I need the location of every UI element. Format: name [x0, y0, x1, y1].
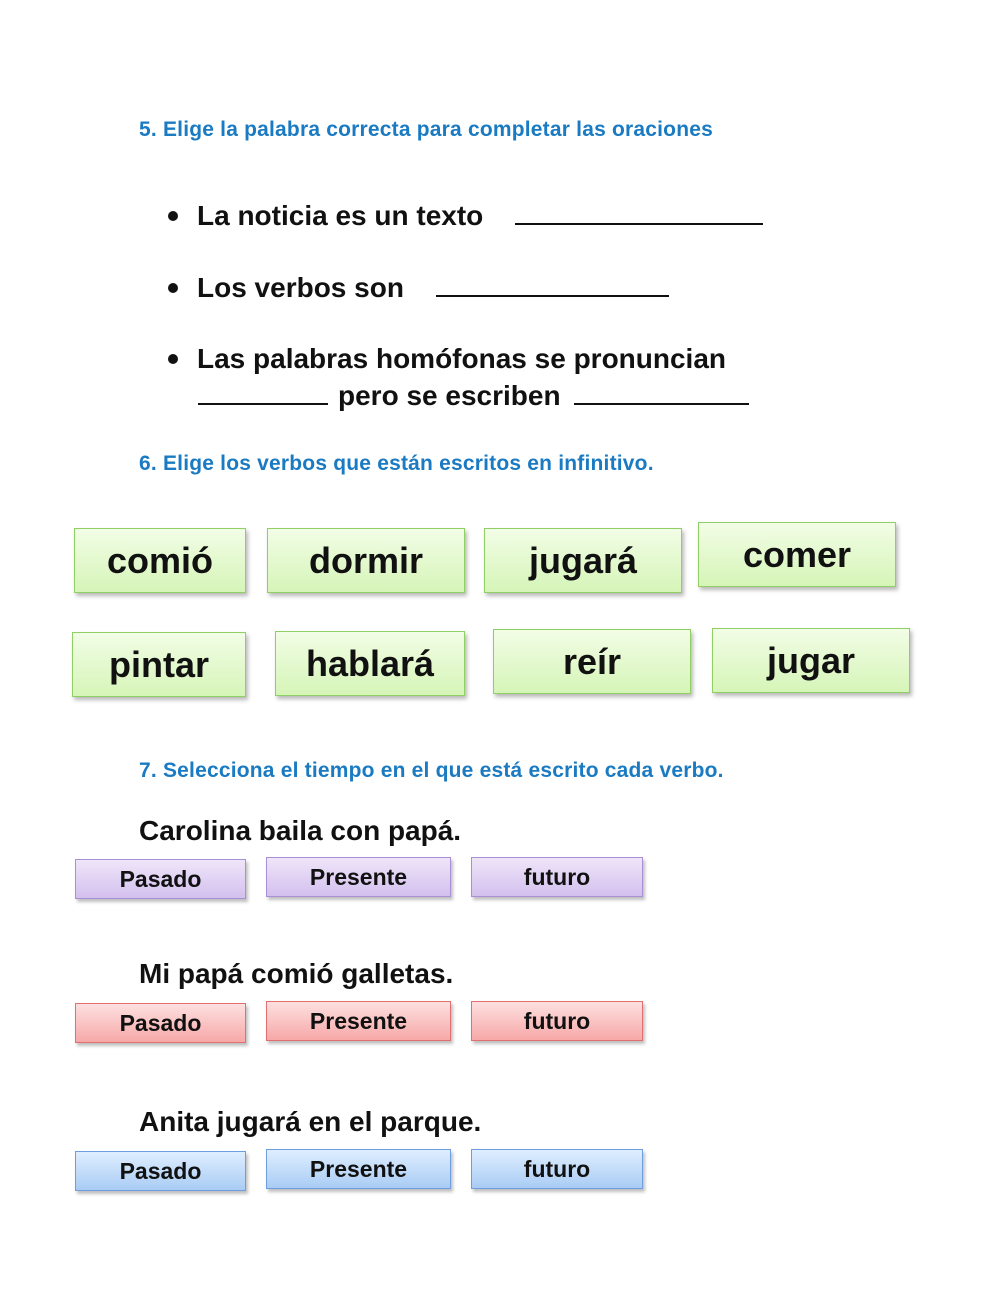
answer-blank-3[interactable]: [198, 379, 328, 405]
bullet-icon: [168, 354, 178, 364]
option-futuro-3[interactable]: futuro: [471, 1149, 643, 1189]
option-futuro-1[interactable]: futuro: [471, 857, 643, 897]
verb-card[interactable]: comer: [698, 522, 896, 587]
section-7-heading: 7. Selecciona el tiempo en el que está escrito cada verbo.: [139, 759, 724, 782]
option-presente-1[interactable]: Presente: [266, 857, 451, 897]
verb-card[interactable]: jugar: [712, 628, 910, 693]
bullet-icon: [168, 283, 178, 293]
sentence-3-text: Las palabras homófonas se pronuncian: [197, 343, 727, 374]
verb-card[interactable]: pintar: [72, 632, 246, 697]
option-presente-2[interactable]: Presente: [266, 1001, 451, 1041]
section-6-heading: 6. Elige los verbos que están escritos en infinitivo.: [139, 452, 654, 475]
tense-sentence-3: Anita jugará en el parque.: [139, 1106, 482, 1137]
option-pasado-3[interactable]: Pasado: [75, 1151, 246, 1191]
sentence-3-continuation: [198, 379, 749, 412]
bullet-icon: [168, 211, 178, 221]
sentence-3-continuation-text: pero se escriben: [338, 380, 561, 411]
option-pasado-2[interactable]: Pasado: [75, 1003, 246, 1043]
sentence-2-text: Los verbos son: [197, 272, 404, 303]
answer-blank-4[interactable]: [574, 379, 749, 405]
verb-card[interactable]: dormir: [267, 528, 465, 593]
option-presente-3[interactable]: Presente: [266, 1149, 451, 1189]
option-futuro-2[interactable]: futuro: [471, 1001, 643, 1041]
sentence-1: [168, 199, 763, 232]
sentence-2: [168, 271, 669, 304]
verb-card[interactable]: jugará: [484, 528, 682, 593]
verb-card[interactable]: comió: [74, 528, 246, 593]
section-5-heading: 5. Elige la palabra correcta para completar las oraciones: [139, 118, 713, 141]
verb-card[interactable]: hablará: [275, 631, 465, 696]
answer-blank-1[interactable]: [515, 199, 763, 225]
option-pasado-1[interactable]: Pasado: [75, 859, 246, 899]
sentence-3: [168, 343, 726, 375]
verb-card[interactable]: reír: [493, 629, 691, 694]
tense-sentence-2: Mi papá comió galletas.: [139, 958, 454, 989]
tense-sentence-1: Carolina baila con papá.: [139, 815, 462, 846]
answer-blank-2[interactable]: [436, 271, 669, 297]
sentence-1-text: La noticia es un texto: [197, 200, 484, 231]
